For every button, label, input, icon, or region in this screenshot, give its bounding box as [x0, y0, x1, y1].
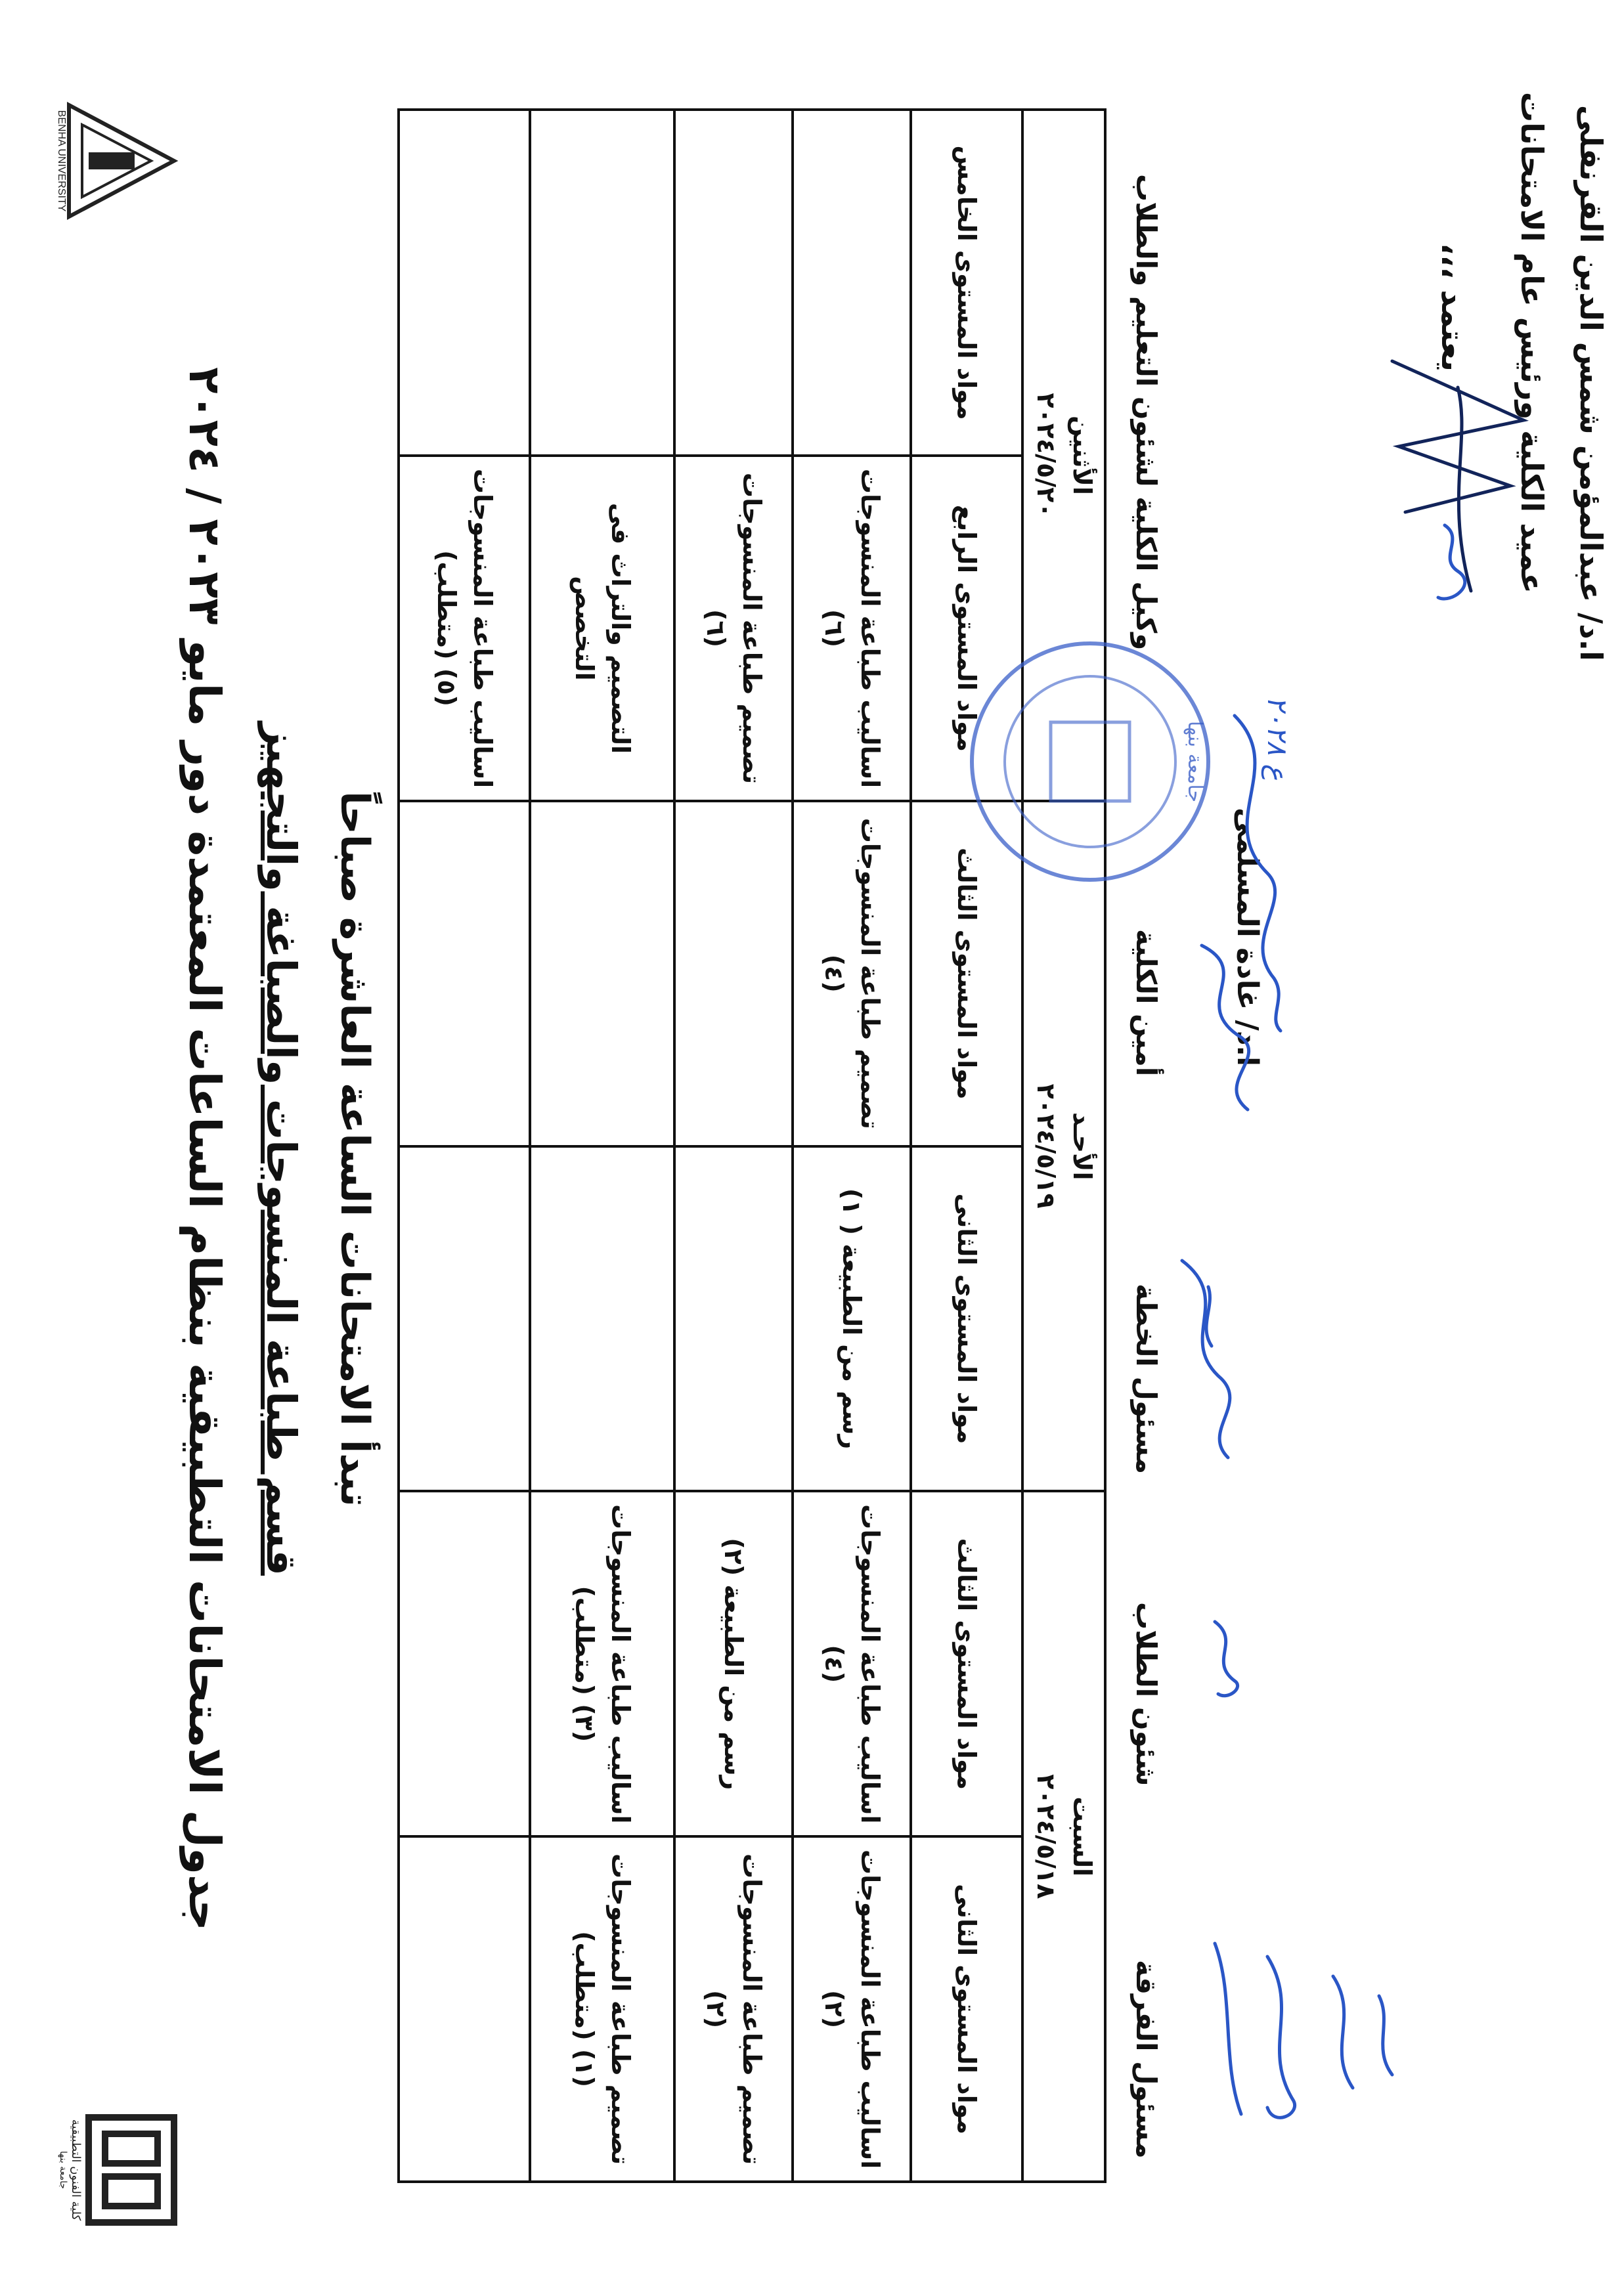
vice-dean-name: ا.د/ غادة المسلمى: [1231, 808, 1264, 1067]
faculty-secretary-label: أمين الكلية: [1130, 929, 1162, 1077]
subject-cell: التصميم والتراث فى التخصص: [530, 456, 674, 801]
subject-cell: [399, 1836, 530, 2182]
subject-row: [399, 110, 530, 2182]
day-date: ٢٠٢٤/٥/١٩: [1031, 1083, 1061, 1209]
day-date: ٢٠٢٤/٥/١٨: [1031, 1774, 1061, 1899]
start-time-note: تبدأ الامتحانات الساعة العاشرة صباحاً: [332, 791, 378, 1507]
day-header: [1022, 1491, 1105, 2182]
svg-text:جامعة بنها: جامعة بنها: [58, 2151, 68, 2189]
page-title: جدول الامتحانات التطبيقية بنظام الساعات المعتمدة دور مايو ٢٠٢٣ / ٢٠٢٤: [179, 367, 230, 1931]
svg-text:BENHA UNIVERSITY: BENHA UNIVERSITY: [56, 110, 67, 212]
subject-cell: اساليب طباعة المنسوجات (٢): [793, 1836, 911, 2182]
level-cell: مواد المستوى الرابع: [911, 456, 1022, 801]
subject-cell: اساليب طباعة المنسوجات (٥) (متطلب): [399, 456, 530, 801]
subject-cell: [399, 1491, 530, 1836]
class-officer-label: مسئول الفرقة: [1130, 1960, 1162, 2159]
day-name: الأحـد: [1068, 1112, 1097, 1180]
student-affairs-signature: [1189, 1609, 1281, 1714]
subject-cell: تصميم طباعة المنسوجات (٦): [674, 456, 793, 801]
subject-cell: تصميم طباعة المنسوجات (٤): [793, 801, 911, 1146]
subject-cell: [399, 801, 530, 1146]
subject-cell: رسم من الطبيعة (٢): [674, 1491, 793, 1836]
faculty-logo: [59, 2104, 184, 2236]
subject-cell: اساليب طباعة المنسوجات (٤): [793, 1491, 911, 1836]
day-name: الأثنين: [1068, 416, 1097, 495]
level-cell: مواد المستوى الخامس: [911, 110, 1022, 456]
subject-row: [793, 110, 911, 2182]
subject-row: [674, 110, 793, 2182]
subject-cell: [530, 801, 674, 1146]
student-affairs-label: شئون الطلاب: [1130, 1602, 1162, 1787]
official-stamp: [959, 630, 1221, 893]
day-header: [1022, 801, 1105, 1492]
subject-cell: اساليب طباعة المنسوجات (٦): [793, 456, 911, 801]
handwritten-note: ع ٢٠٢٨: [1261, 696, 1294, 781]
subject-cell: [793, 110, 911, 456]
subject-cell: تصميم طباعة المنسوجات (١) (متطلب): [530, 1836, 674, 2182]
stamp-text: جامعة بنها: [1183, 720, 1206, 803]
subject-cell: [674, 801, 793, 1146]
dean-name: ا.د/ عبدالمؤمن شمس الدين القرنفلى: [1573, 105, 1609, 661]
level-cell: مواد المستوى الثالث: [911, 1491, 1022, 1836]
day-header-row: [1022, 110, 1105, 2182]
plan-officer-signature: [1162, 1247, 1261, 1471]
plan-officer-label: مسئول الخطة: [1130, 1284, 1162, 1475]
subject-cell: [674, 110, 793, 456]
dean-signature: [1366, 341, 1550, 617]
subject-cell: [399, 1146, 530, 1492]
day-date: ٢٠٢٤/٥/٢٠: [1031, 393, 1061, 518]
level-cell: مواد المستوى الثانى: [911, 1146, 1022, 1492]
exam-schedule-table: [397, 108, 1107, 2183]
day-name: السبت: [1068, 1796, 1097, 1877]
subject-cell: رسم من الطبيعة ( ١): [793, 1146, 911, 1492]
subject-cell: [399, 110, 530, 456]
level-cell: مواد المستوى الثانى: [911, 1836, 1022, 2182]
level-row: [911, 110, 1022, 2182]
subject-cell: تصميم طباعة المنسوجات (٢): [674, 1836, 793, 2182]
svg-text:كلية الفنون التطبيقية: كلية الفنون التطبيقية: [69, 2119, 83, 2221]
department-title: قسم طباعة المنسوجات والصباغة والتجهيز: [257, 722, 305, 1576]
subject-row: [530, 110, 674, 2182]
benha-university-logo: [56, 98, 181, 223]
subject-cell: [530, 1146, 674, 1492]
vice-dean-title: وكيل الكلية لشئون التعليم والطلاب: [1130, 174, 1162, 651]
subject-cell: [530, 110, 674, 456]
approval-label: يعتمد ،،،: [1434, 243, 1471, 372]
subject-cell: اساليب طباعة المنسوجات (٣) (متطلب): [530, 1491, 674, 1836]
class-officer-signature: [1182, 1917, 1432, 2167]
level-cell: مواد المستوى الثالث: [911, 801, 1022, 1146]
dean-title: عميد الكلية ورئيس عام الامتحانات: [1514, 92, 1550, 594]
subject-cell: [674, 1146, 793, 1492]
